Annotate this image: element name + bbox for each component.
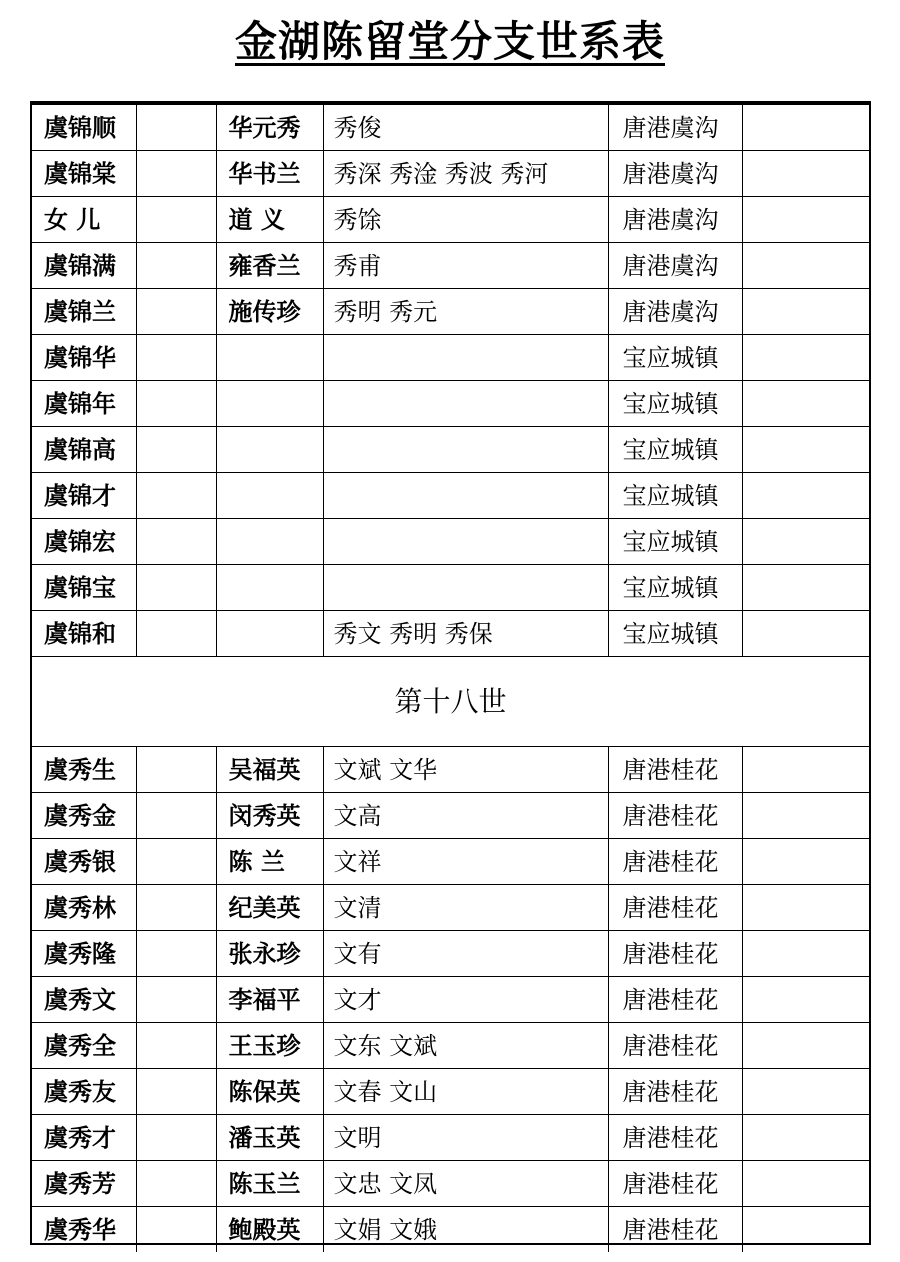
- blank-cell: [136, 105, 216, 151]
- blank-cell: [136, 1161, 216, 1207]
- children-names-cell: 文清: [323, 885, 608, 931]
- children-names-cell: 文春 文山: [323, 1069, 608, 1115]
- children-names-cell: 秀深 秀淦 秀波 秀河: [323, 151, 608, 197]
- blank-cell: [742, 1023, 869, 1069]
- spouse-name-cell: 李福平: [216, 977, 323, 1023]
- blank-cell: [742, 977, 869, 1023]
- table-row: [32, 289, 869, 335]
- residence-cell: 唐港桂花: [608, 1207, 742, 1253]
- blank-cell: [742, 611, 869, 657]
- genealogy-table-body: [32, 105, 869, 1252]
- blank-cell: [742, 1207, 869, 1253]
- table-row: [32, 473, 869, 519]
- residence-cell: 唐港桂花: [608, 1115, 742, 1161]
- spouse-name-cell: 施传珍: [216, 289, 323, 335]
- table-row: [32, 611, 869, 657]
- blank-cell: [742, 197, 869, 243]
- spouse-name-cell: [216, 427, 323, 473]
- residence-cell: 宝应城镇: [608, 565, 742, 611]
- blank-cell: [136, 289, 216, 335]
- table-row: [32, 1161, 869, 1207]
- blank-cell: [136, 473, 216, 519]
- children-names-cell: 文斌 文华: [323, 747, 608, 793]
- residence-cell: 唐港虞沟: [608, 289, 742, 335]
- children-names-cell: [323, 519, 608, 565]
- residence-cell: 唐港桂花: [608, 1069, 742, 1115]
- blank-cell: [742, 243, 869, 289]
- residence-cell: 唐港桂花: [608, 977, 742, 1023]
- blank-cell: [136, 931, 216, 977]
- residence-cell: 唐港桂花: [608, 1161, 742, 1207]
- member-name-cell: 虞秀隆: [32, 931, 136, 977]
- blank-cell: [136, 243, 216, 289]
- table-row: [32, 427, 869, 473]
- table-row: [32, 747, 869, 793]
- table-row: [32, 793, 869, 839]
- member-name-cell: 虞锦年: [32, 381, 136, 427]
- children-names-cell: [323, 335, 608, 381]
- children-names-cell: [323, 565, 608, 611]
- residence-cell: 唐港虞沟: [608, 243, 742, 289]
- blank-cell: [742, 793, 869, 839]
- table-row: [32, 931, 869, 977]
- generation-header-row: [32, 657, 869, 747]
- spouse-name-cell: [216, 611, 323, 657]
- generation-label: 第十八世: [32, 657, 869, 747]
- blank-cell: [136, 793, 216, 839]
- residence-cell: 宝应城镇: [608, 519, 742, 565]
- table-row: [32, 243, 869, 289]
- blank-cell: [136, 381, 216, 427]
- spouse-name-cell: 雍香兰: [216, 243, 323, 289]
- blank-cell: [136, 1069, 216, 1115]
- blank-cell: [742, 381, 869, 427]
- residence-cell: 唐港桂花: [608, 1023, 742, 1069]
- spouse-name-cell: [216, 565, 323, 611]
- children-names-cell: [323, 473, 608, 519]
- member-name-cell: 虞秀生: [32, 747, 136, 793]
- member-name-cell: 虞秀银: [32, 839, 136, 885]
- blank-cell: [742, 1161, 869, 1207]
- blank-cell: [136, 197, 216, 243]
- children-names-cell: 文东 文斌: [323, 1023, 608, 1069]
- residence-cell: 唐港虞沟: [608, 151, 742, 197]
- blank-cell: [136, 611, 216, 657]
- blank-cell: [742, 105, 869, 151]
- blank-cell: [136, 885, 216, 931]
- table-row: [32, 1069, 869, 1115]
- spouse-name-cell: 潘玉英: [216, 1115, 323, 1161]
- children-names-cell: 秀俊: [323, 105, 608, 151]
- residence-cell: 宝应城镇: [608, 473, 742, 519]
- blank-cell: [742, 289, 869, 335]
- member-name-cell: 虞秀金: [32, 793, 136, 839]
- children-names-cell: 文高: [323, 793, 608, 839]
- blank-cell: [136, 427, 216, 473]
- children-names-cell: 秀馀: [323, 197, 608, 243]
- table-row: [32, 197, 869, 243]
- spouse-name-cell: 纪美英: [216, 885, 323, 931]
- blank-cell: [136, 839, 216, 885]
- table-row: [32, 105, 869, 151]
- member-name-cell: 虞秀友: [32, 1069, 136, 1115]
- children-names-cell: 文有: [323, 931, 608, 977]
- table-row: [32, 977, 869, 1023]
- residence-cell: 唐港桂花: [608, 931, 742, 977]
- blank-cell: [742, 747, 869, 793]
- table-row: [32, 1023, 869, 1069]
- spouse-name-cell: 闵秀英: [216, 793, 323, 839]
- blank-cell: [742, 151, 869, 197]
- blank-cell: [742, 427, 869, 473]
- member-name-cell: 虞秀林: [32, 885, 136, 931]
- children-names-cell: 文忠 文凤: [323, 1161, 608, 1207]
- spouse-name-cell: [216, 473, 323, 519]
- children-names-cell: 文明: [323, 1115, 608, 1161]
- member-name-cell: 虞锦才: [32, 473, 136, 519]
- children-names-cell: 秀甫: [323, 243, 608, 289]
- table-row: [32, 335, 869, 381]
- member-name-cell: 虞秀文: [32, 977, 136, 1023]
- spouse-name-cell: [216, 335, 323, 381]
- table-row: [32, 519, 869, 565]
- children-names-cell: 秀文 秀明 秀保: [323, 611, 608, 657]
- member-name-cell: 女 儿: [32, 197, 136, 243]
- genealogy-table-container: [30, 101, 871, 1245]
- member-name-cell: 虞锦高: [32, 427, 136, 473]
- blank-cell: [136, 335, 216, 381]
- spouse-name-cell: 华元秀: [216, 105, 323, 151]
- blank-cell: [742, 519, 869, 565]
- blank-cell: [136, 1115, 216, 1161]
- residence-cell: 唐港桂花: [608, 885, 742, 931]
- member-name-cell: 虞锦棠: [32, 151, 136, 197]
- spouse-name-cell: 道 义: [216, 197, 323, 243]
- blank-cell: [136, 747, 216, 793]
- blank-cell: [742, 839, 869, 885]
- blank-cell: [742, 473, 869, 519]
- spouse-name-cell: [216, 519, 323, 565]
- table-row: [32, 565, 869, 611]
- children-names-cell: [323, 381, 608, 427]
- blank-cell: [742, 931, 869, 977]
- blank-cell: [742, 335, 869, 381]
- blank-cell: [136, 977, 216, 1023]
- spouse-name-cell: 陈保英: [216, 1069, 323, 1115]
- table-row: [32, 381, 869, 427]
- member-name-cell: 虞秀全: [32, 1023, 136, 1069]
- blank-cell: [136, 151, 216, 197]
- spouse-name-cell: 张永珍: [216, 931, 323, 977]
- member-name-cell: 虞锦满: [32, 243, 136, 289]
- residence-cell: 唐港桂花: [608, 747, 742, 793]
- blank-cell: [742, 885, 869, 931]
- children-names-cell: 秀明 秀元: [323, 289, 608, 335]
- children-names-cell: 文才: [323, 977, 608, 1023]
- children-names-cell: [323, 427, 608, 473]
- table-row: [32, 151, 869, 197]
- spouse-name-cell: 王玉珍: [216, 1023, 323, 1069]
- table-row: [32, 1207, 869, 1253]
- table-row: [32, 1115, 869, 1161]
- member-name-cell: 虞锦兰: [32, 289, 136, 335]
- table-row: [32, 839, 869, 885]
- residence-cell: 宝应城镇: [608, 335, 742, 381]
- member-name-cell: 虞锦宝: [32, 565, 136, 611]
- residence-cell: 宝应城镇: [608, 427, 742, 473]
- member-name-cell: 虞秀华: [32, 1207, 136, 1253]
- residence-cell: 唐港桂花: [608, 793, 742, 839]
- member-name-cell: 虞锦宏: [32, 519, 136, 565]
- table-row: [32, 885, 869, 931]
- member-name-cell: 虞锦顺: [32, 105, 136, 151]
- residence-cell: 宝应城镇: [608, 381, 742, 427]
- spouse-name-cell: 陈 兰: [216, 839, 323, 885]
- spouse-name-cell: 吴福英: [216, 747, 323, 793]
- residence-cell: 唐港虞沟: [608, 105, 742, 151]
- children-names-cell: 文娟 文娥: [323, 1207, 608, 1253]
- member-name-cell: 虞锦和: [32, 611, 136, 657]
- children-names-cell: 文祥: [323, 839, 608, 885]
- blank-cell: [742, 1115, 869, 1161]
- blank-cell: [136, 1207, 216, 1253]
- blank-cell: [742, 565, 869, 611]
- blank-cell: [742, 1069, 869, 1115]
- spouse-name-cell: 陈玉兰: [216, 1161, 323, 1207]
- member-name-cell: 虞锦华: [32, 335, 136, 381]
- blank-cell: [136, 519, 216, 565]
- spouse-name-cell: 华书兰: [216, 151, 323, 197]
- spouse-name-cell: [216, 381, 323, 427]
- page-header: [0, 12, 900, 72]
- member-name-cell: 虞秀才: [32, 1115, 136, 1161]
- genealogy-table: [32, 105, 869, 1252]
- residence-cell: 唐港虞沟: [608, 197, 742, 243]
- residence-cell: 宝应城镇: [608, 611, 742, 657]
- spouse-name-cell: 鲍殿英: [216, 1207, 323, 1253]
- blank-cell: [136, 1023, 216, 1069]
- residence-cell: 唐港桂花: [608, 839, 742, 885]
- page-title: 金湖陈留堂分支世系表: [234, 17, 665, 66]
- blank-cell: [136, 565, 216, 611]
- member-name-cell: 虞秀芳: [32, 1161, 136, 1207]
